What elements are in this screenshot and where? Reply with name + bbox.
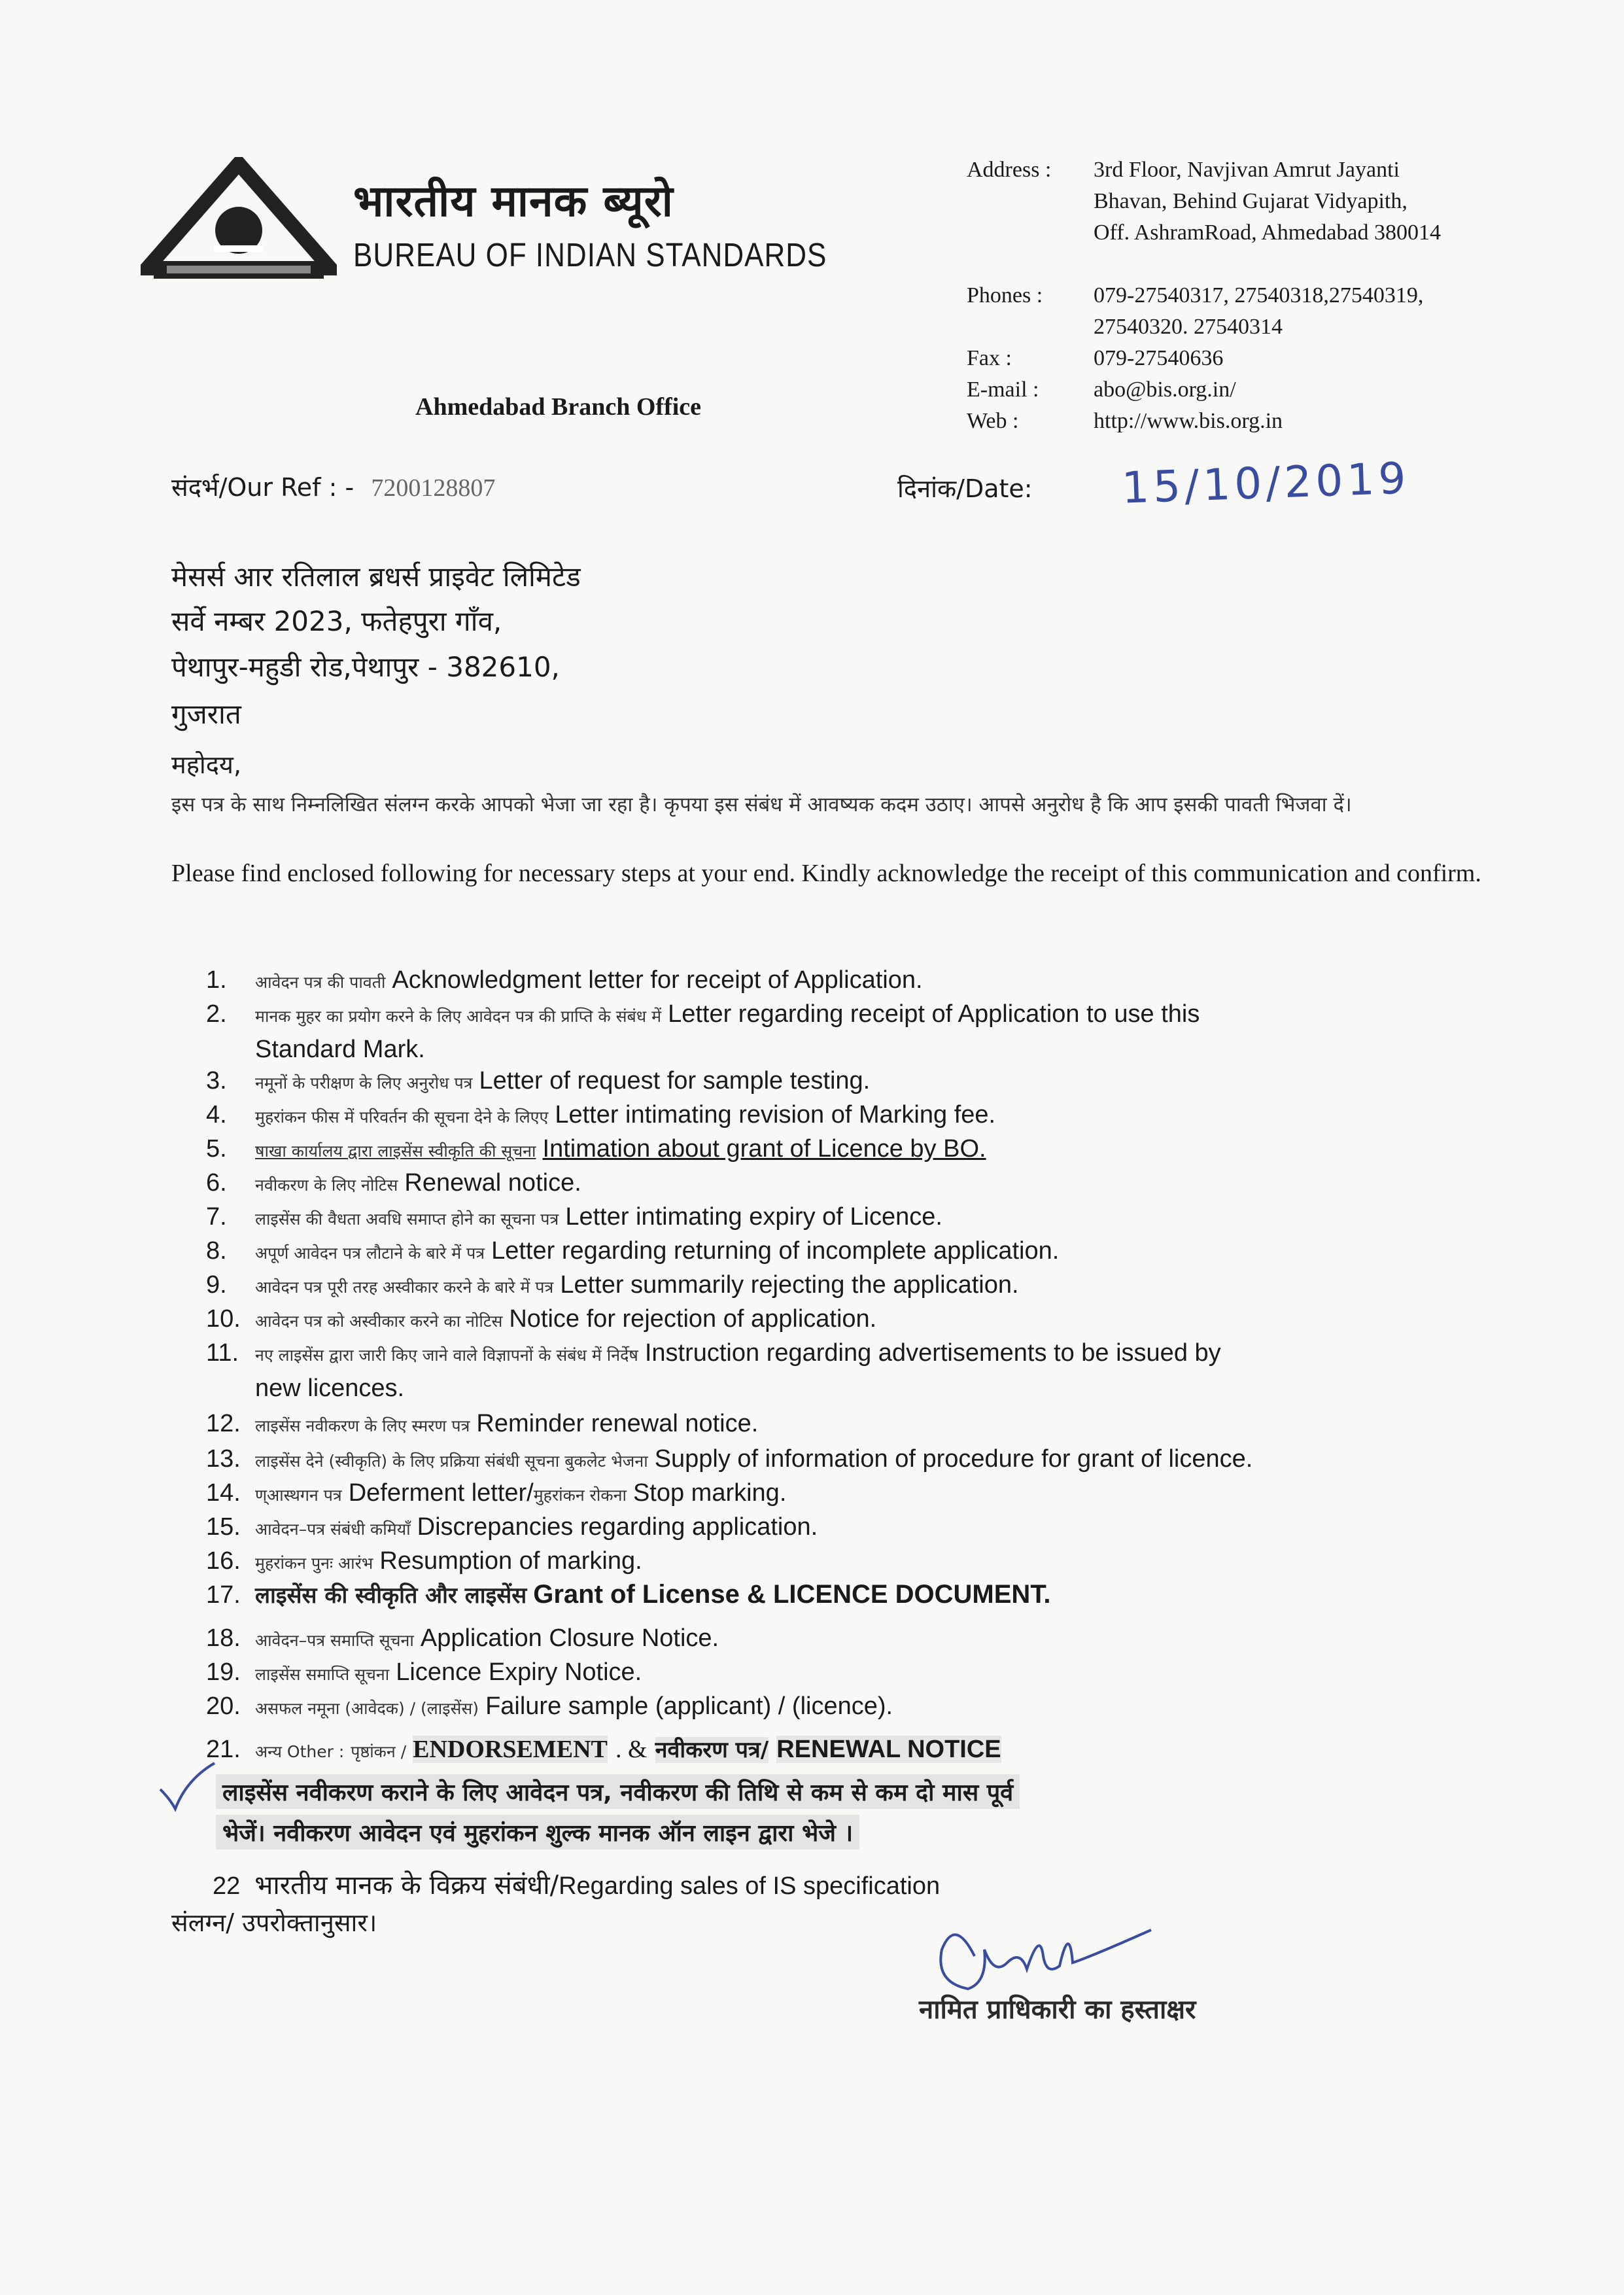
phones-label: Phones : — [967, 283, 1043, 307]
item-hindi: ण्आस्थगन पत्र — [255, 1486, 342, 1505]
item-hindi: मुहरांकन रोकना — [533, 1486, 627, 1505]
item-hindi: मुहरांकन पुनः आरंभ — [255, 1554, 373, 1573]
item-english: Regarding sales of IS specification — [559, 1872, 941, 1900]
item-separator: . & — [615, 1736, 648, 1763]
item-english: Grant of License & LICENCE DOCUMENT. — [533, 1580, 1051, 1609]
date-label: दिनांक/Date: — [897, 474, 1033, 503]
enclosure-item — [206, 963, 1527, 999]
item-number: 10. — [206, 1305, 241, 1333]
fax-label: Fax : — [967, 346, 1012, 370]
item-hindi: आवेदन पत्र पूरी तरह अस्वीकार करने के बारे में पत्र — [255, 1278, 554, 1297]
enclosure-note: संलग्न/ उपरोक्तानुसार। — [171, 1908, 377, 1937]
item-hindi: अन्य Other : — [255, 1742, 345, 1761]
phones-line: 27540320. 27540314 — [1094, 315, 1283, 339]
item-hindi: पृष्ठांकन / — [351, 1742, 407, 1761]
item-english: Stop marking. — [632, 1479, 787, 1507]
item-number: 14. — [206, 1479, 241, 1507]
item-hindi: मुहरांकन फीस में परिवर्तन की सूचना देने के लिएए — [255, 1108, 549, 1127]
item-english: Notice for rejection of application. — [509, 1305, 877, 1333]
enclosure-item — [206, 1064, 1527, 1100]
renewal-instruction-line: भेजें। नवीकरण आवेदन एवं मुहरांकन शुल्क मानक ऑन लाइन द्वारा भेजे । — [216, 1815, 859, 1849]
item-number: 8. — [206, 1237, 227, 1265]
item-hindi: लाइसेंस की वैधता अवधि समाप्त होने का सूचना पत्र — [255, 1210, 559, 1229]
addressee-line: गुजरात — [171, 698, 241, 730]
address-label: Address : — [967, 158, 1052, 182]
handwritten-date: 15/10/2019 — [1120, 453, 1411, 514]
renewal-notice-label: RENEWAL NOTICE — [776, 1736, 1001, 1763]
item-hindi: आवेदन–पत्र समाप्ति सूचना — [255, 1631, 414, 1650]
item-number: 4. — [206, 1101, 227, 1129]
item-number: 22 — [213, 1872, 241, 1900]
item-hindi: असफल नमूना (आवेदक) / (लाइसेंस) — [255, 1699, 479, 1718]
web-label: Web : — [967, 409, 1019, 433]
item-english-cont: Standard Mark. — [255, 1036, 425, 1063]
addressee-line: मेसर्स आर रतिलाल ब्रधर्स प्राइवेट लिमिटेड — [171, 561, 581, 593]
address-line: 3rd Floor, Navjivan Amrut Jayanti — [1094, 158, 1400, 182]
item-english: Discrepancies regarding application. — [417, 1513, 818, 1541]
item-english: Letter intimating expiry of Licence. — [565, 1203, 942, 1231]
enclosure-item-other — [206, 1732, 1527, 1768]
our-ref — [171, 470, 495, 504]
item-hindi: लाइसेंस नवीकरण के लिए स्मरण पत्र — [255, 1416, 470, 1435]
enclosure-item — [206, 1442, 1527, 1478]
item-number: 5. — [206, 1135, 227, 1163]
enclosure-item — [206, 1132, 1527, 1168]
item-hindi: आवेदन पत्र को अस्वीकार करने का नोटिस — [255, 1312, 503, 1331]
address-line: Bhavan, Behind Gujarat Vidyapith, — [1094, 189, 1408, 213]
addressee-line: सर्वे नम्बर 2023, फतेहपुरा गाँव, — [171, 605, 502, 637]
enclosure-item — [206, 1302, 1527, 1338]
item-number: 16. — [206, 1547, 241, 1575]
enclosure-item — [206, 1621, 1527, 1657]
item-number: 21. — [206, 1736, 241, 1763]
phones-line: 079-27540317, 27540318,27540319, — [1094, 283, 1424, 307]
item-hindi: आवेदन–पत्र संबंधी कमियाँ — [255, 1520, 411, 1539]
addressee-line: पेथापुर-महुडी रोड,पेथापुर - 382610, — [171, 651, 560, 683]
salutation: महोदय, — [171, 750, 242, 779]
our-ref-number: 7200128807 — [371, 474, 496, 502]
address-line: Off. AshramRoad, Ahmedabad 380014 — [1094, 220, 1442, 245]
item-english: Application Closure Notice. — [420, 1624, 719, 1652]
item-english: Intimation about grant of Licence by BO. — [542, 1135, 986, 1163]
renewal-instruction-line: लाइसेंस नवीकरण कराने के लिए आवेदन पत्र, नवीकरण की तिथि से कम से कम दो मास पूर्व — [216, 1774, 1020, 1809]
item-english: Letter intimating revision of Marking fee. — [555, 1101, 996, 1129]
intro-english: Please find enclosed following for necessary steps at your end. Kindly acknowledge the receipt of this communication and confirm. — [171, 860, 1481, 887]
enclosure-item — [206, 1234, 1527, 1270]
item-number: 9. — [206, 1271, 227, 1299]
item-number: 6. — [206, 1169, 227, 1197]
email-value: abo@bis.org.in/ — [1094, 377, 1236, 402]
item-hindi: आवेदन पत्र की पावती — [255, 973, 386, 992]
item-hindi: लाइसेंस की स्वीकृति और लाइसेंस — [255, 1583, 527, 1609]
branch-office: Ahmedabad Branch Office — [415, 393, 701, 421]
enclosure-item — [206, 997, 1527, 1066]
email-label: E-mail : — [967, 377, 1039, 402]
item-english: Letter summarily rejecting the application. — [560, 1271, 1019, 1299]
item-number: 19. — [206, 1658, 241, 1686]
fax-value: 079-27540636 — [1094, 346, 1224, 370]
item-english: Deferment letter/ — [348, 1479, 534, 1507]
item-hindi: षाखा कार्यालय द्वारा लाइसेंस स्वीकृति की सूचना — [255, 1142, 536, 1161]
org-name-hindi: भारतीय मानक ब्यूरो — [353, 176, 674, 226]
item-number: 11. — [206, 1339, 239, 1367]
intro-hindi: इस पत्र के साथ निम्नलिखित संलग्न करके आपको भेजा जा रहा है। कृपया इस संबंध में आवष्यक कदम उठाए। आपसे अनुरोध है कि आप इसकी पावती भिजवा दें। — [171, 793, 1352, 816]
endorsement-label: ENDORSEMENT — [413, 1736, 608, 1763]
item-english: Failure sample (applicant) / (licence). — [485, 1692, 893, 1720]
item-hindi: मानक मुहर का प्रयोग करने के लिए आवेदन पत्र की प्राप्ति के संबंध में — [255, 1007, 662, 1026]
item-hindi: अपूर्ण आवेदन पत्र लौटाने के बारे में पत्र — [255, 1244, 485, 1263]
enclosure-item — [206, 1166, 1527, 1202]
item-english: Resumption of marking. — [379, 1547, 642, 1575]
item-number: 13. — [206, 1445, 241, 1473]
enclosure-item — [206, 1655, 1527, 1691]
item-number: 1. — [206, 966, 227, 994]
phones-block — [1094, 280, 1423, 343]
item-hindi: नमूनों के परीक्षण के लिए अनुरोध पत्र — [255, 1074, 473, 1093]
item-english-cont: new licences. — [255, 1375, 405, 1402]
enclosure-item — [206, 1098, 1527, 1134]
item-english: Instruction regarding advertisements to be issued by — [644, 1339, 1221, 1367]
item-number: 3. — [206, 1067, 227, 1095]
enclosure-item — [206, 1200, 1527, 1236]
item-number: 12. — [206, 1410, 241, 1437]
item-english: Letter of request for sample testing. — [479, 1067, 871, 1095]
enclosure-item-sales — [213, 1866, 940, 1902]
item-number: 17. — [206, 1581, 241, 1609]
item-number: 18. — [206, 1624, 241, 1652]
item-number: 7. — [206, 1203, 227, 1231]
bis-logo — [141, 157, 337, 288]
item-hindi: नए लाइसेंस द्वारा जारी किए जाने वाले विज्ञापनों के संबंध में निर्देष — [255, 1346, 638, 1365]
address-block — [1094, 154, 1441, 249]
item-hindi: लाइसेंस समाप्ति सूचना — [255, 1665, 390, 1684]
item-english: Reminder renewal notice. — [476, 1410, 759, 1437]
item-number: 2. — [206, 1000, 227, 1028]
item-english: Acknowledgment letter for receipt of Application. — [392, 966, 923, 994]
org-name-english: BUREAU OF INDIAN STANDARDS — [353, 237, 827, 274]
enclosure-item — [206, 1578, 1527, 1612]
item-hindi: नवीकरण के लिए नोटिस — [255, 1176, 398, 1195]
enclosure-item — [206, 1510, 1527, 1546]
item-english: Letter regarding returning of incomplete application. — [491, 1237, 1060, 1265]
item-english: Supply of information of procedure for grant of licence. — [654, 1445, 1253, 1473]
enclosure-item — [206, 1336, 1527, 1405]
item-hindi: लाइसेंस देने (स्वीकृति) के लिए प्रक्रिया संबंधी सूचना बुकलेट भेजना — [255, 1452, 648, 1471]
our-ref-label: संदर्भ/Our Ref : - — [171, 473, 354, 502]
signature-label: नामित प्राधिकारी का हस्ताक्षर — [919, 1995, 1196, 2025]
item-english: Letter regarding receipt of Application to use this — [668, 1000, 1200, 1028]
enclosure-item — [206, 1476, 1527, 1512]
enclosure-item — [206, 1544, 1527, 1580]
item-number: 15. — [206, 1513, 241, 1541]
item-english: Renewal notice. — [404, 1169, 581, 1197]
enclosure-item — [206, 1689, 1527, 1725]
renewal-letter-hindi: नवीकरण पत्र/ — [655, 1737, 769, 1763]
web-value: http://www.bis.org.in — [1094, 409, 1283, 433]
item-hindi: भारतीय मानक के विक्रय संबंधी/ — [254, 1870, 559, 1901]
enclosure-item — [206, 1407, 1527, 1443]
item-number: 20. — [206, 1692, 241, 1720]
item-english: Licence Expiry Notice. — [396, 1658, 642, 1686]
tick-mark-icon — [157, 1760, 216, 1812]
enclosure-item — [206, 1268, 1527, 1304]
